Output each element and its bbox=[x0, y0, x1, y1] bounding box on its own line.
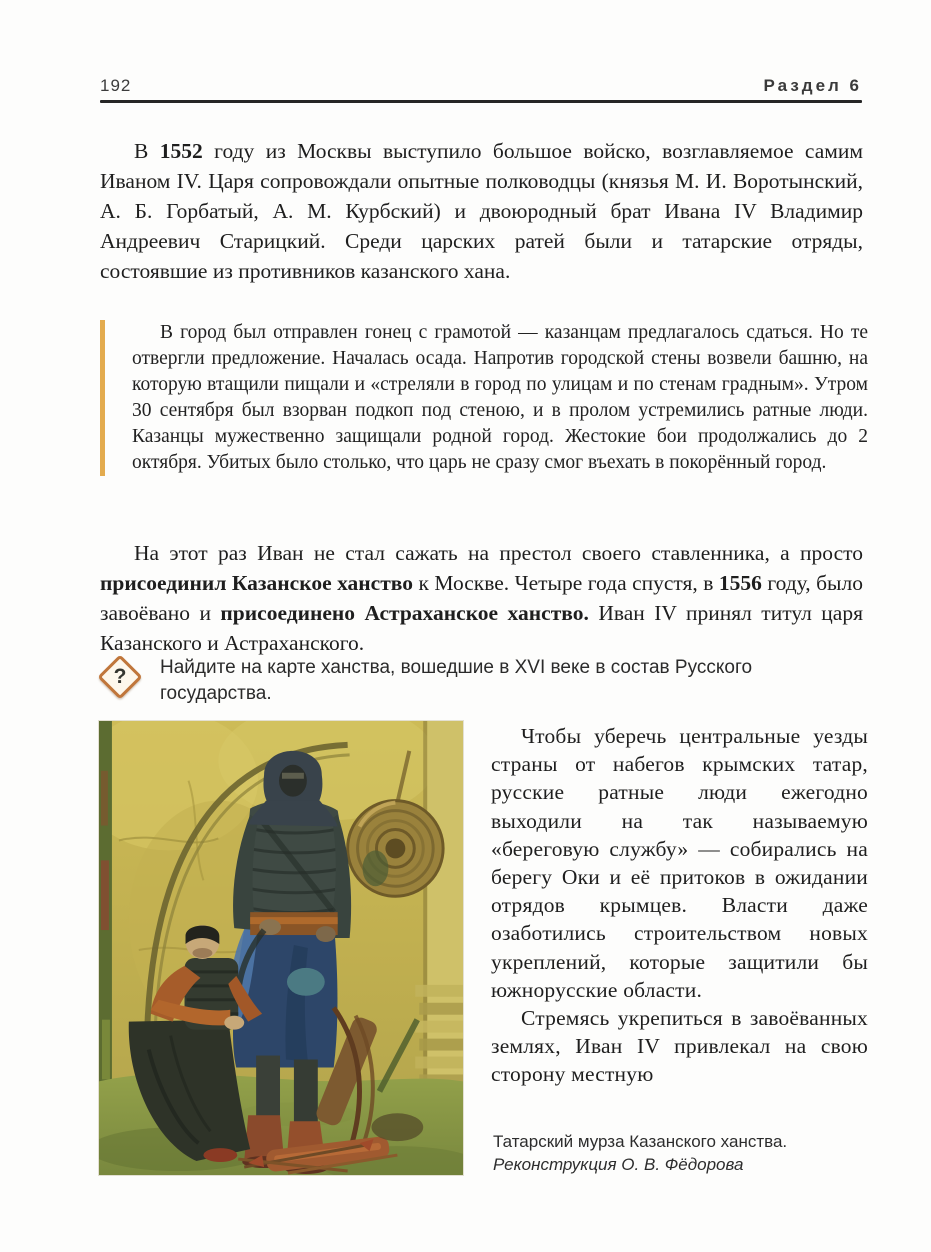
paragraph-1552-campaign: В 1552 году из Москвы выступило большое войско, возглавляемое самим Иваном IV. Царя сопровождали опытные полководцы (князья М. И. Воротынский, А. Б. Горбатый, А. М. Курбский) и двоюродный брат Ивана IV Владимир Андреевич Старицкий. Среди царских ратей были и татарские отряды, состоявшие из противников казанского хана. bbox=[100, 139, 863, 283]
figure-caption bbox=[493, 1130, 883, 1176]
map-task bbox=[95, 652, 870, 707]
figure-caption-author: Реконструкция О. В. Фёдорова bbox=[493, 1155, 744, 1174]
murza-painting bbox=[98, 720, 464, 1176]
murza-painting-illustration bbox=[99, 721, 463, 1175]
right-column bbox=[491, 722, 868, 1089]
section-title: Раздел 6 bbox=[763, 76, 862, 95]
map-task-text: Найдите на карте ханства, вошедшие в XVI веке в состав Русского государства. bbox=[160, 657, 753, 704]
column-paragraph-strengthening: Стремясь укрепиться в завоёванных землях, Иван IV привлекал на свою сторону местную bbox=[491, 1006, 868, 1087]
figure-caption-title: Татарский мурза Казанского ханства. bbox=[493, 1132, 788, 1151]
paragraph-annexation: На этот раз Иван не стал сажать на престол своего ставленника, а просто присоединил Казанское ханство к Москве. Четыре года спустя, в 1556 году, было завоёвано и присоединено Астраханское ханство. Иван IV принял титул царя Казанского и Астраханского. bbox=[100, 541, 863, 655]
siege-quote-block: В город был отправлен гонец с грамотой — казанцам предлагалось сдаться. Но те отвергли предложение. Началась осада. Напротив городской стены возвели башню, на которую втащили пищали и «стреляли в город по улицам и по стенам градным». Утром 30 сентября был взорван подкоп под стеною, и в пролом устремились ратные люди. Казанцы мужественно защищали родной город. Жестокие бои продолжались до 2 октября. Убитых было столько, что царь не сразу смог въехать в покорённый город. bbox=[100, 320, 868, 476]
question-icon: ? bbox=[95, 652, 147, 704]
page-header bbox=[100, 76, 862, 103]
column-paragraph-border-service: Чтобы уберечь центральные уезды страны от набегов крымских татар, русские ратные люди ежегодно выходили на так называемую «береговую службу» — собирались на берегу Оки и её притоков в ожидании отрядов крымцев. Власти даже озаботились строительством новых укреплений, которые защитили бы южнорусские области. bbox=[491, 724, 868, 1002]
header-rule bbox=[100, 100, 862, 103]
page-number: 192 bbox=[100, 76, 132, 95]
